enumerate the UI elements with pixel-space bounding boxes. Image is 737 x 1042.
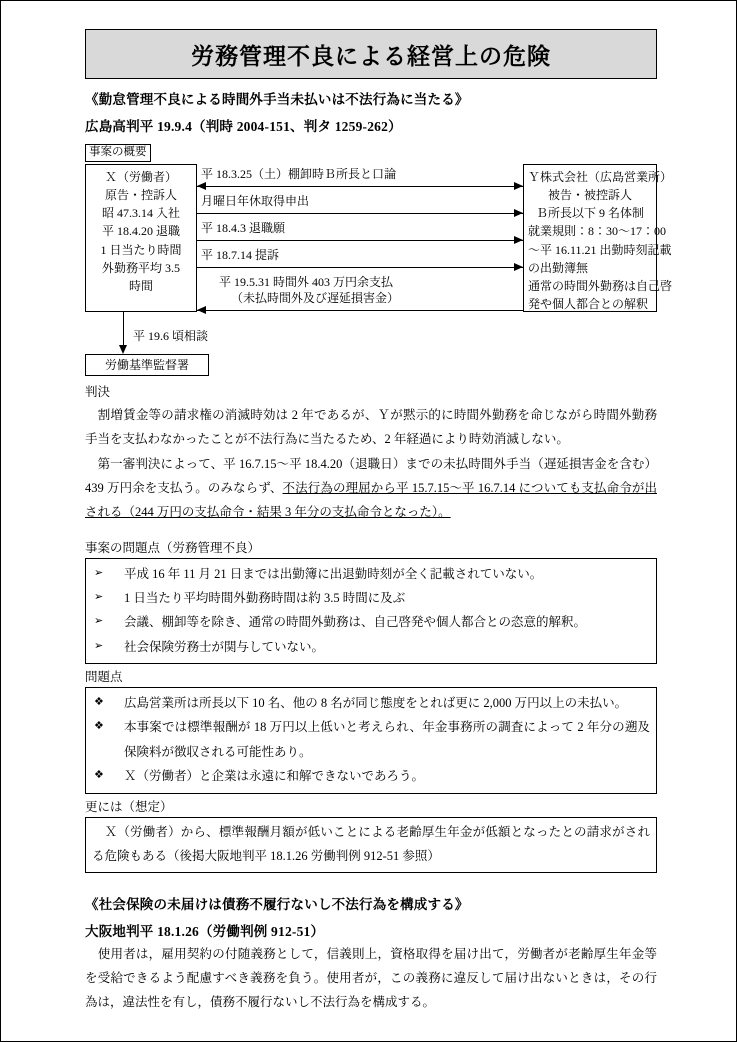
arrow-head-left [197,182,206,190]
diagram-box-plaintiff [85,164,197,312]
assumption-text: Ｘ（労働者）から、標準報酬月額が低いことによる老齢厚生年金が低額となったとの請求がされる危険もある（後掲大阪地判平 18.1.26 労働判例 912-51 参照） [92,824,650,863]
judgment-paragraph-2-plain: 第一審判決によって、平 16.7.15〜平 18.4.20（退職日）までの未払時間外手当（遅延損害金を含む）439 万円余を支払う。のみならず、 [85,456,657,495]
plaintiff-line: 時間 [128,279,153,294]
section2-citation: 大阪地判平 18.1.26（労働判例 912-51） [85,923,325,939]
arrow-head-right [514,182,523,190]
arrowhead-bullet-icon: ➢ [94,638,104,652]
general-issues-box [85,687,657,794]
flow-arrow-left-5 [197,306,523,315]
flow-row-4 [197,247,523,272]
general-issues-label: 問題点 [85,670,123,685]
diamond-star-bullet-icon: ❖ [94,719,104,733]
arrow-shaft [197,240,523,241]
flow-label-4: 平 18.7.14 提訴 [201,247,280,262]
labour-office-label: 労働基準監督署 [104,358,189,373]
diagram-vertical-connector [123,312,124,347]
defendant-line: 被告・被控訴人 [547,188,632,202]
list-item [92,562,650,586]
general-issue-text: Ｘ（労働者）と企業は永遠に和解できないであろう。 [124,769,425,784]
flow-row-2 [197,193,523,218]
arrow-shaft [197,310,523,311]
diamond-star-bullet-icon: ❖ [94,768,104,782]
case-issue-text: 平成 16 年 11 月 21 日までは出勤簿に出退勤時刻が全く記載されていない。 [124,566,543,581]
flow-row-5 [197,274,523,315]
plaintiff-line: 昭 47.3.14 入社 [101,206,180,221]
section1-lead-heading: 《勤怠管理不良による時間外手当未払いは不法行為に当たる》 [85,92,469,107]
judgment-paragraph-1: 割増賃金等の請求権の消滅時効は 2 年であるが、Ｙが黙示的に時間外勤務を命じながら時間外勤務手当を支払わなかったことが不法行為に当たるため、2 年経過により時効消滅しない。 [85,407,657,446]
plaintiff-line: 外勤務平均 3.5 [101,260,180,275]
defendant-line: 〜平 16.11.21 出勤時刻記載 [528,242,672,257]
flow-arrow-right-2 [197,209,523,218]
list-item [92,715,650,764]
flow-row-1 [197,166,523,191]
plaintiff-line: 1 日当たり時間 [100,242,182,257]
defendant-line: の出勤簿無 [528,260,589,275]
defendant-line: 就業規則：8：30〜17：00 [528,224,667,239]
arrow-head-left [197,306,206,314]
page-title: 労務管理不良による経営上の危険 [191,43,551,70]
case-issue-text: 社会保険労務士が関与していない。 [124,639,325,654]
list-item [92,586,650,610]
section-spacer [85,873,657,895]
case-issue-text: 会議、棚卸等を除き、通常の時間外勤務は、自己啓発や個人都合との恣意的解釈。 [124,615,587,630]
list-item [92,764,650,788]
flow-label-3: 平 18.4.3 退職願 [201,220,286,235]
flow-arrow-right-3 [197,236,523,245]
assumption-box [85,817,657,874]
arrowhead-bullet-icon: ➢ [94,614,104,628]
judgment-heading: 判決 [85,384,111,399]
flow-label-2: 月曜日年休取得申出 [201,193,310,208]
judgment-paragraph-2-underlined: 不法行為の理屈から平 15.7.15〜平 16.7.14 についても支払命令が出される（244 万円の支払命令・結果 3 年分の支払命令となった）。 [85,480,657,519]
consultation-label: 平 19.6 頃相談 [133,328,209,343]
document-title-banner [85,29,657,79]
page-content [85,29,673,1014]
list-item [92,691,650,715]
case-issue-text: 1 日当たり平均時間外勤務時間は約 3.5 時間に及ぶ [124,590,406,605]
defendant-line: Ｙ株式会社（広島営業所） [528,169,673,184]
case-issues-box [85,558,657,665]
judgment-paragraph-2 [85,452,657,524]
defendant-line: Ｂ所長以下 9 名体制 [535,206,644,221]
arrow-head-right [514,263,523,271]
list-item [92,610,650,634]
diamond-star-bullet-icon: ❖ [94,695,104,709]
diagram-caption-label: 事案の概要 [85,144,151,162]
section1-citation: 広島高判平 19.9.4（判時 2004-151、判タ 1259-262） [85,118,402,134]
flow-label-5a: 平 19.5.31 時間外 403 万円余支払 [219,274,394,289]
arrow-head-down [119,345,127,354]
arrowhead-bullet-icon: ➢ [94,565,104,579]
section2-lead-heading: 《社会保険の未届けは債務不履行ないし不法行為を構成する》 [85,897,469,913]
defendant-line: 発や個人都合との解釈 [528,297,649,312]
flow-arrow-bidirectional-1 [197,182,523,191]
plaintiff-line: 原告・控訴人 [104,188,177,202]
list-item [92,635,650,659]
general-issue-text: 本事案では標準報酬が 18 万円以上低いと考えられ、年金事務所の調査によって 2 年分の遡及保険料が徴収される可能性あり。 [124,720,650,759]
plaintiff-line: Ｘ（労働者） [104,169,177,184]
general-issue-text: 広島営業所は所長以下 10 名、他の 8 名が同じ態度をとれば更に 2,000 万円以上の未払い。 [124,696,628,711]
section2-paragraph: 使用者は，雇用契約の付随義務として，信義則上，資格取得を届け出て，労働者が老齢厚生年金等を受給できるよう配慮すべき義務を負う。使用者が，この義務に違反して届け出ないときは，その行為は，違法性を有し，債務不履行ないし不法行為を構成する。 [85,947,657,1010]
arrow-head-right [514,236,523,244]
arrow-shaft [197,267,523,268]
defendant-line: 通常の時間外勤務は自己啓 [528,279,673,294]
diagram-flow-arrows [197,164,523,312]
flow-label-1: 平 18.3.25（土）棚卸時Ｂ所長と口論 [201,166,397,181]
case-overview-diagram [85,164,673,379]
flow-row-3 [197,220,523,245]
arrow-shaft [197,213,523,214]
arrowhead-bullet-icon: ➢ [94,589,104,603]
arrow-shaft [197,186,523,187]
case-issues-label: 事案の問題点（労務管理不良） [85,540,261,555]
diagram-box-defendant [523,164,673,312]
plaintiff-line: 平 18.4.20 退職 [101,224,180,239]
flow-label-5b: （未払時間外及び遅延損害金） [231,290,400,305]
assumption-label: 更には（想定） [85,799,173,814]
flow-arrow-right-4 [197,263,523,272]
diagram-box-labour-office [85,354,209,376]
arrow-head-right [514,209,523,217]
